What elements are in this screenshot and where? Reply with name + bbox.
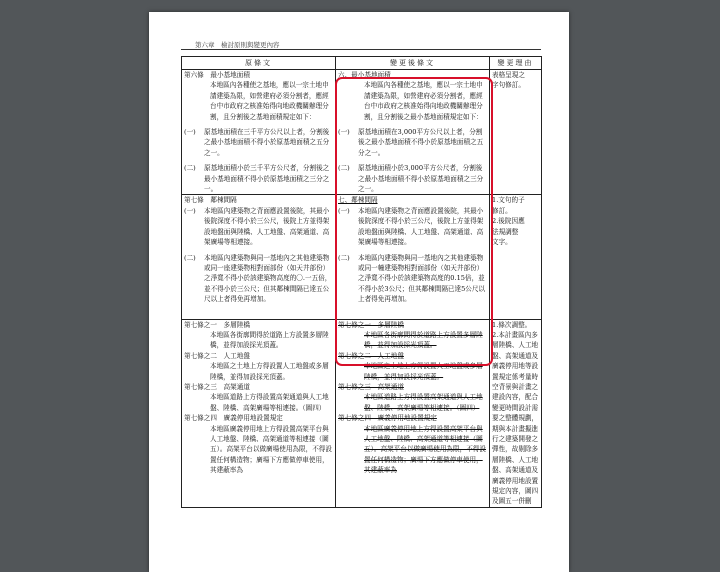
article-title: 七、鄰棟間隔 [338, 196, 378, 205]
reason-cell: 表格呈現之 字句修訂。 [490, 70, 542, 195]
article-title: 第七條之四 廣義停用地設置規定 [184, 414, 283, 423]
document-page [149, 12, 569, 572]
col-revised: 變更後條文 [336, 57, 490, 70]
comparison-table [181, 56, 542, 508]
table-header-row [182, 57, 542, 70]
article-body: 本地區道路上方得設置高架通道與人工地盤、陸橋、高架廣場等相連接。（圖四） [210, 393, 329, 412]
article-body: 本地區各街廓間得於道路上方設置多層陸橋，並得加設採光頂蓋。 [210, 330, 329, 350]
col-original: 原條文 [182, 57, 336, 70]
list-item: (一) 本地區內建築物之背面應設置後院，其最小後院深度不得小於三公尺，後院上方並得架設地盤面與陸橋、人工地盤、高架通道、高架廣場等相連接。 [338, 206, 484, 247]
table-row [182, 195, 542, 319]
col-reason: 變更理由 [490, 57, 542, 70]
revised-cell-deleted [336, 319, 490, 507]
original-cell [182, 319, 336, 507]
chapter-header: 第六章 檢討原則與變更內容 [195, 41, 280, 49]
article-title: 六、最小基地面積 [338, 71, 391, 79]
list-item: (一) 原基地面積在3,000平方公尺以上者，分割後之最小基地面積不得小於原基地面積之五分之一。 [338, 128, 484, 157]
article-body: 本地區內各種使之基地，應以一宗土地申請建築為限，如營建府必須分割者，應經台中市政府之核准始得向地政機關辦理分割，且分割後之基地面積規定如下： [210, 81, 329, 121]
reason-cell: 1.條次調整。 2.本計畫區內多層陸橋、人工地盤、高架通道及廣義停用地等設置規定係考量時空背景與計畫之建設內容，配合變更時間設計需要之整體規劃，期與本計畫擬進行之建築開發之彈性，故剔除多層陸橋、人工地盤、高架通道及廣義停用地設置規定內容，圖四及圖五一併刪 [490, 319, 542, 507]
article-body: 本地區各街廓間得於道路上方設置多層陸橋，並得加設採光頂蓋。 [364, 330, 483, 350]
article-body: 本地區內各種使之基地，應以一宗土地申請建築為限，如營建府必須分割者，應經台中市政府之核准始得向地政機關辦理分割，且分割後之最小基地面積規定如下： [364, 81, 483, 121]
reason-cell: 1.文句的子 修訂。 2.後院因應 法規調整 文字。 [490, 195, 542, 319]
article-title: 第七條 鄰棟間隔 [184, 196, 237, 205]
article-body: 本地區廣義停用地上方得設置高架平台與人工地盤、陸橋、高架通道等相連接（圖五）。高架平台以做廣場使用為限，不得設置任何構造物；廣場下方應做停車使用，其建蔽率為 [364, 424, 486, 475]
revised-cell [336, 70, 490, 195]
article-title: 第七條之二 人工地盤 [184, 351, 250, 360]
article-title: 第七條之二 人工地盤 [338, 351, 404, 360]
article-title: 第七條之四 廣義停用地設置規定 [338, 414, 437, 423]
original-cell [182, 70, 336, 195]
header-rule [181, 49, 541, 50]
article-title: 第七條之一 多層陸橋 [338, 320, 404, 329]
list-item: (二) 本地區內建築物與同一基地內之其他建築物或同一幢建築物相對面部份（如天井部份）之淨寬不得小於該建築物高度的0.15倍，並不得小於3公尺；但其鄰棟間隔已達5公尺以上者得免再增加。 [338, 253, 486, 304]
article-title: 第七條之一 多層陸橋 [184, 320, 250, 329]
article-body: 本地區之土地上方得設置人工地盤或多層陸橋，並得加設採光頂蓋。 [364, 362, 483, 381]
article-title: 第七條之三 高架通道 [338, 382, 404, 391]
article-title: 第六條 最小基地面積 [184, 71, 250, 79]
list-item: (一) 原基地面積在三千平方公尺以上者，分割後之最小基地面積不得小於原基地面積之五分之一。 [184, 128, 330, 157]
list-item: (一) 本地區內建築物之背面應設置後院，其最小後院深度不得小於三公尺，後院上方並得架設地盤面與陸橋、人工地盤、高架通道、高架廣場等相連接。 [184, 206, 330, 247]
article-title: 第七條之三 高架通道 [184, 382, 250, 391]
table-row [182, 70, 542, 195]
revised-cell [336, 195, 490, 319]
original-cell [182, 195, 336, 319]
list-item: (二) 原基地面積小於3,000平方公尺者，分割後之最小基地面積不得小於原基地面積之三分之一。 [338, 164, 484, 194]
list-item: (二) 本地區內建築物與同一基地內之其他建築物或同一座建築物相對面部份（如天井部份）之淨寬不得小於該建築物高度的〇.一五倍，並不得小於三公尺；但其鄰棟間隔已達五公尺以上者得免再增加。 [184, 253, 332, 304]
article-body: 本地區道路上方得設置高架通道與人工地盤、陸橋、高架廣場等相連接。（圖四） [364, 393, 483, 412]
list-item: (二) 原基地面積小於三千平方公尺者，分割後之最小基地面積不得小於原基地面積之三分之一。 [184, 164, 330, 194]
article-body: 本地區之土地上方得設置人工地盤或多層陸橋，並得加設採光頂蓋。 [210, 362, 329, 381]
table-row [182, 319, 542, 507]
article-body: 本地區廣義停用地上方得設置高架平台與人工地盤、陸橋、高架通道等相連接（圖五）。高架平台以做廣場使用為限，不得設置任何構造物；廣場下方應做停車使用，其建蔽率為 [210, 424, 332, 475]
